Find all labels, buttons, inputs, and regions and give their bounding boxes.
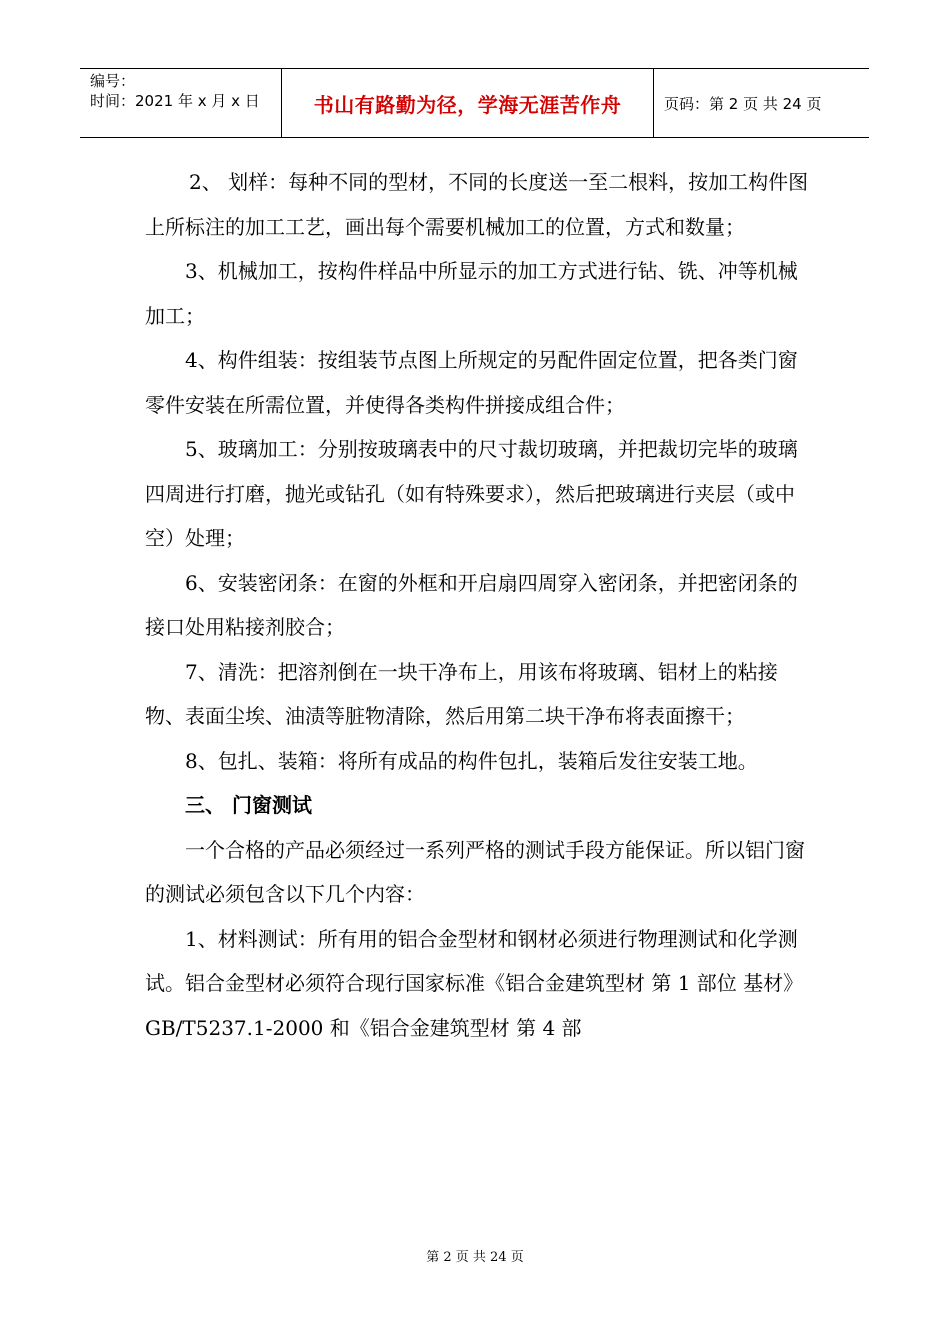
section-heading: 三、 门窗测试 <box>185 793 312 817</box>
section-paragraph-2: 1、材料测试：所有用的铝合金型材和钢材必须进行物理测试和化学测试。铝合金型材必须符合现行国家标准《铝合金建筑型材 第 1 部位 基材》GB/T5237.1-2000 和《铝合金建筑型材 第 4 部 <box>145 926 804 1040</box>
header-meta <box>80 69 282 137</box>
page-footer: 第 2 页 共 24 页 <box>426 1250 524 1265</box>
paragraph-2: 2、 划样：每种不同的型材，不同的长度送一至二根料，按加工构件图上所标注的加工工艺，画出每个需要机械加工的位置，方式和数量； <box>145 170 809 239</box>
paragraph-4: 4、构件组装：按组装节点图上所规定的另配件固定位置，把各类门窗零件安装在所需位置，并使得各类构件拼接成组合件； <box>145 348 798 417</box>
paragraph-6: 6、安装密闭条：在窗的外框和开启扇四周穿入密闭条，并把密闭条的接口处用粘接剂胶合； <box>145 570 798 639</box>
document-body <box>145 160 815 1050</box>
page-header <box>80 68 869 138</box>
document-time: 时间：2021 年 x 月 x 日 <box>90 92 260 110</box>
section-paragraph-1: 一个合格的产品必须经过一系列严格的测试手段方能保证。所以铝门窗的测试必须包含以下几个内容： <box>145 837 805 906</box>
paragraph-8: 8、包扎、装箱：将所有成品的构件包扎，装箱后发往安装工地。 <box>185 748 758 773</box>
paragraph-3: 3、机械加工，按构件样品中所显示的加工方式进行钻、铣、冲等机械加工； <box>145 259 798 328</box>
header-page-info: 页码：第 2 页 共 24 页 <box>664 94 822 113</box>
header-motto: 书山有路勤为径，学海无涯苦作舟 <box>282 69 654 137</box>
paragraph-5: 5、玻璃加工：分别按玻璃表中的尺寸裁切玻璃，并把裁切完毕的玻璃四周进行打磨，抛光或钻孔（如有特殊要求），然后把玻璃进行夹层（或中空）处理； <box>145 437 798 550</box>
document-number-label: 编号： <box>90 72 136 90</box>
paragraph-7: 7、清洗：把溶剂倒在一块干净布上，用该布将玻璃、铝材上的粘接物、表面尘埃、油渍等脏物清除，然后用第二块干净布将表面擦干； <box>145 659 778 728</box>
